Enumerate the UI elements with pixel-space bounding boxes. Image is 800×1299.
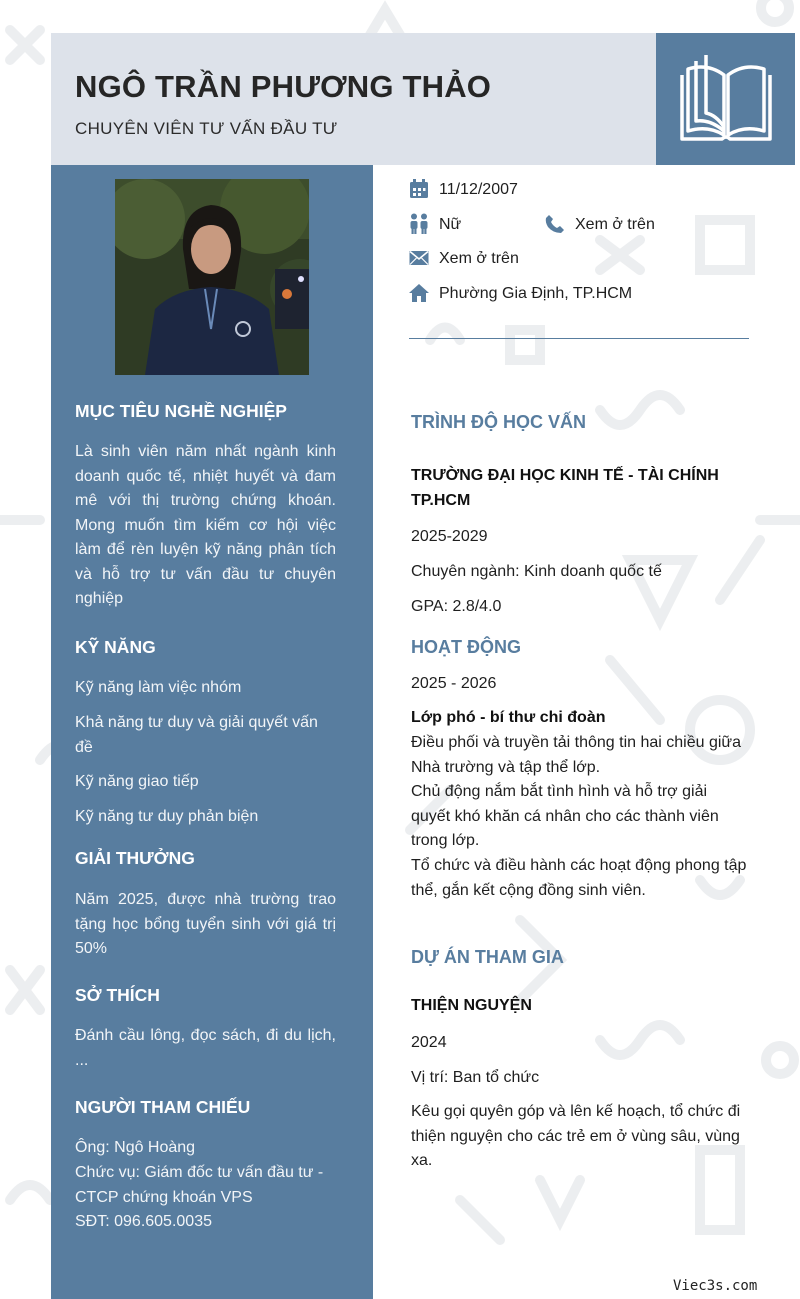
profile-photo xyxy=(115,179,309,375)
projects-heading: DỰ ÁN THAM GIA xyxy=(411,947,564,967)
calendar-icon xyxy=(409,179,429,199)
reference-position: Chức vụ: Giám đốc tư vấn đầu tư - CTCP chứng khoán VPS xyxy=(75,1164,324,1206)
candidate-name: NGÔ TRẦN PHƯƠNG THẢO xyxy=(75,69,492,104)
education-heading: TRÌNH ĐỘ HỌC VẤN xyxy=(411,412,586,432)
header-icon-box xyxy=(656,33,795,165)
home-icon xyxy=(409,284,429,302)
footer-brand: Viec3s.com xyxy=(673,1278,758,1294)
objective-heading: MỤC TIÊU NGHỀ NGHIỆP xyxy=(75,401,287,421)
project-name: THIỆN NGUYỆN xyxy=(411,997,532,1014)
activities-line: Tổ chức và điều hành các hoạt động phong tập thể, gắn kết cộng đồng sinh viên. xyxy=(411,857,747,899)
skill-item: Kỹ năng làm việc nhóm xyxy=(75,679,242,696)
open-book-icon xyxy=(678,51,774,147)
education-years: 2025-2029 xyxy=(411,528,488,545)
address-text: Phường Gia Định, TP.HCM xyxy=(439,285,633,302)
phone-text: Xem ở trên xyxy=(575,216,655,233)
activities-years: 2025 - 2026 xyxy=(411,675,497,692)
envelope-icon xyxy=(409,250,429,266)
skill-item: Kỹ năng giao tiếp xyxy=(75,773,199,790)
reference-name: Ông: Ngô Hoàng xyxy=(75,1139,196,1156)
skills-heading: KỸ NĂNG xyxy=(75,637,156,657)
activities-role: Lớp phó - bí thư chi đoàn xyxy=(411,709,606,726)
divider xyxy=(409,338,749,339)
hobbies-text: Đánh cầu lông, đọc sách, đi du lịch, ... xyxy=(75,1027,336,1069)
people-icon xyxy=(409,213,429,235)
sidebar xyxy=(51,165,373,1299)
project-description: Kêu gọi quyên góp và lên kế hoạch, tổ chức đi thiện nguyện cho các trẻ em ở vùng sâu, vùng xa. xyxy=(411,1103,741,1169)
project-year: 2024 xyxy=(411,1034,447,1051)
skill-item: Khả năng tư duy và giải quyết vấn đề xyxy=(75,714,318,756)
job-title: CHUYÊN VIÊN TƯ VẤN ĐẦU TƯ xyxy=(75,119,338,138)
activities-heading: HOẠT ĐỘNG xyxy=(411,637,521,657)
reference-phone: SĐT: 096.605.0035 xyxy=(75,1213,212,1230)
project-role: Vị trí: Ban tổ chức xyxy=(411,1069,540,1086)
skill-item: Kỹ năng tư duy phản biện xyxy=(75,808,259,825)
activities-line: Chủ động nắm bắt tình hình và hỗ trợ giải quyết khó khăn cá nhân cho các thành viên trong lớp. xyxy=(411,783,719,849)
gender-text: Nữ xyxy=(439,216,462,233)
school-name: TRƯỜNG ĐẠI HỌC KINH TẾ - TÀI CHÍNH TP.HCM xyxy=(411,467,719,509)
awards-text: Năm 2025, được nhà trường trao tặng học bổng tuyển sinh với giá trị 50% xyxy=(75,891,336,957)
education-major: Chuyên ngành: Kinh doanh quốc tế xyxy=(411,563,662,580)
phone-icon xyxy=(545,214,565,234)
header xyxy=(51,33,656,165)
birthdate-text: 11/12/2007 xyxy=(439,181,518,198)
objective-text: Là sinh viên năm nhất ngành kinh doanh quốc tế, nhiệt huyết và đam mê với thị trường chứng khoán. Mong muốn tìm kiếm cơ hội việc làm để rèn luyện kỹ năng phân tích và hỗ trợ tư vấn đầu tư chuyên nghiệp xyxy=(75,443,336,607)
email-text: Xem ở trên xyxy=(439,250,519,267)
activities-line: Điều phối và truyền tải thông tin hai chiều giữa Nhà trường và tập thể lớp. xyxy=(411,734,742,776)
awards-heading: GIẢI THƯỞNG xyxy=(75,848,195,868)
hobbies-heading: SỞ THÍCH xyxy=(75,985,160,1005)
education-gpa: GPA: 2.8/4.0 xyxy=(411,598,502,615)
references-heading: NGƯỜI THAM CHIẾU xyxy=(75,1097,251,1117)
